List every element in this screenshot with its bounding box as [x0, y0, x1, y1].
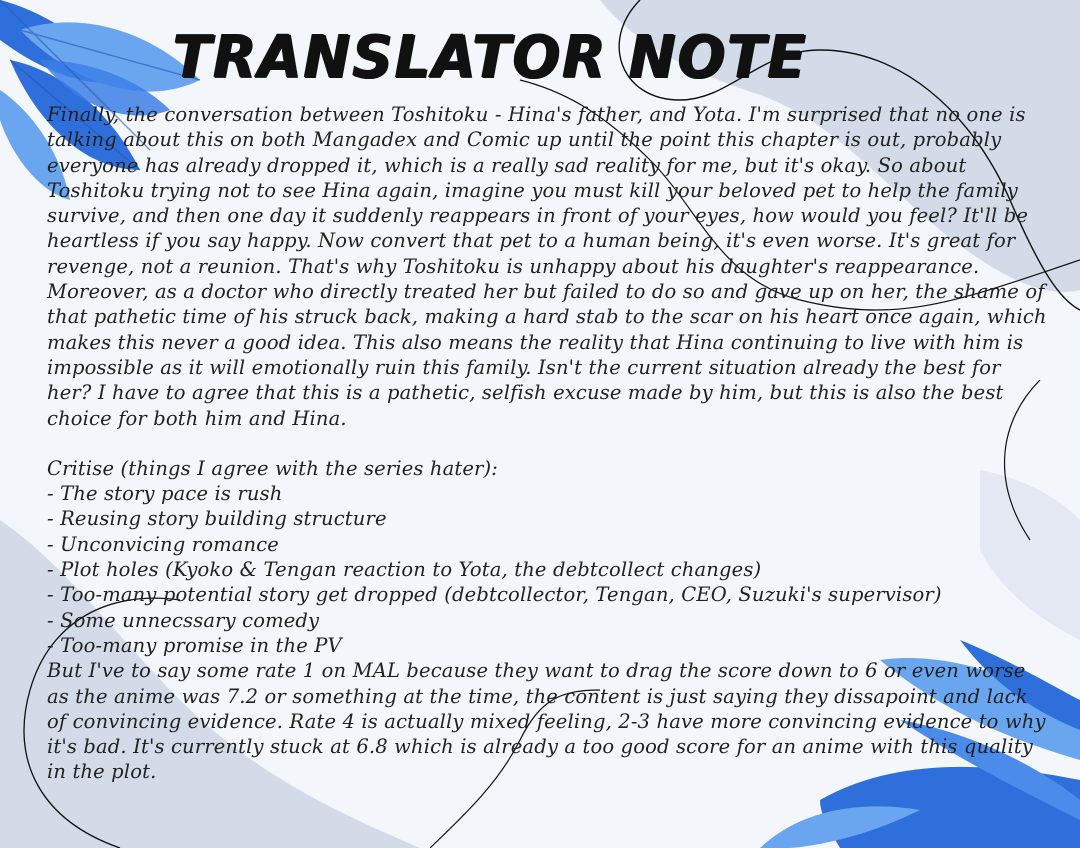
- critique-item: - Unconvicing romance: [47, 532, 279, 556]
- critique-heading: Critise (things I agree with the series hater):: [47, 456, 499, 480]
- critique-item: - Plot holes (Kyoko & Tengan reaction to Yota, the debtcollect changes): [47, 558, 762, 582]
- paragraph-spacer: [47, 431, 1047, 456]
- critique-item: - Some unnecssary comedy: [47, 608, 320, 632]
- note-paragraph: But I've to say some rate 1 on MAL because they want to drag the score down to 6 or even worse as the anime was 7.2 or something at the time, the content is just saying they dissapoint and lack of convincing evidence. Rate 4 is actually mixed feeling, 2-3 have more convincing evidence to why it's bad. It's currently stuck at 6.8 which is already a too good score for an anime with this quality in the plot.: [47, 659, 1046, 784]
- critique-item: - Too-many promise in the PV: [47, 633, 342, 657]
- translator-note-body: [47, 102, 1047, 785]
- page-title: TRANSLATOR NOTE: [172, 23, 807, 92]
- critique-list: [47, 481, 1047, 658]
- critique-item: - Too-many potential story get dropped (debtcollector, Tengan, CEO, Suzuki's supervisor): [47, 583, 942, 607]
- note-paragraph: Finally, the conversation between Toshitoku - Hina's father, and Yota. I'm surprised that no one is talking about this on both Mangadex and Comic up until the point this chapter is out, probably everyone has already dropped it, which is a really sad reality for me, but it's okay. So about Toshitoku trying not to see Hina again, imagine you must kill your beloved pet to help the family survive, and then one day it suddenly reappears in front of your eyes, how would you feel? It'll be heartless if you say happy. Now convert that pet to a human being, it's even worse. It's great for revenge, not a reunion. That's why Toshitoku is unhappy about his daughter's reappearance. Moreover, as a doctor who directly treated her but failed to do so and gave up on her, the shame of that pathetic time of his struck back, making a hard stab to the scar on his heart once again, which makes this never a good idea. This also means the reality that Hina continuing to live with him is impossible as it will emotionally ruin this family. Isn't the current situation already the best for her? I have to agree that this is a pathetic, selfish excuse made by him, but this is also the best choice for both him and Hina.: [47, 103, 1047, 430]
- critique-item: - The story pace is rush: [47, 482, 283, 506]
- critique-item: - Reusing story building structure: [47, 507, 387, 531]
